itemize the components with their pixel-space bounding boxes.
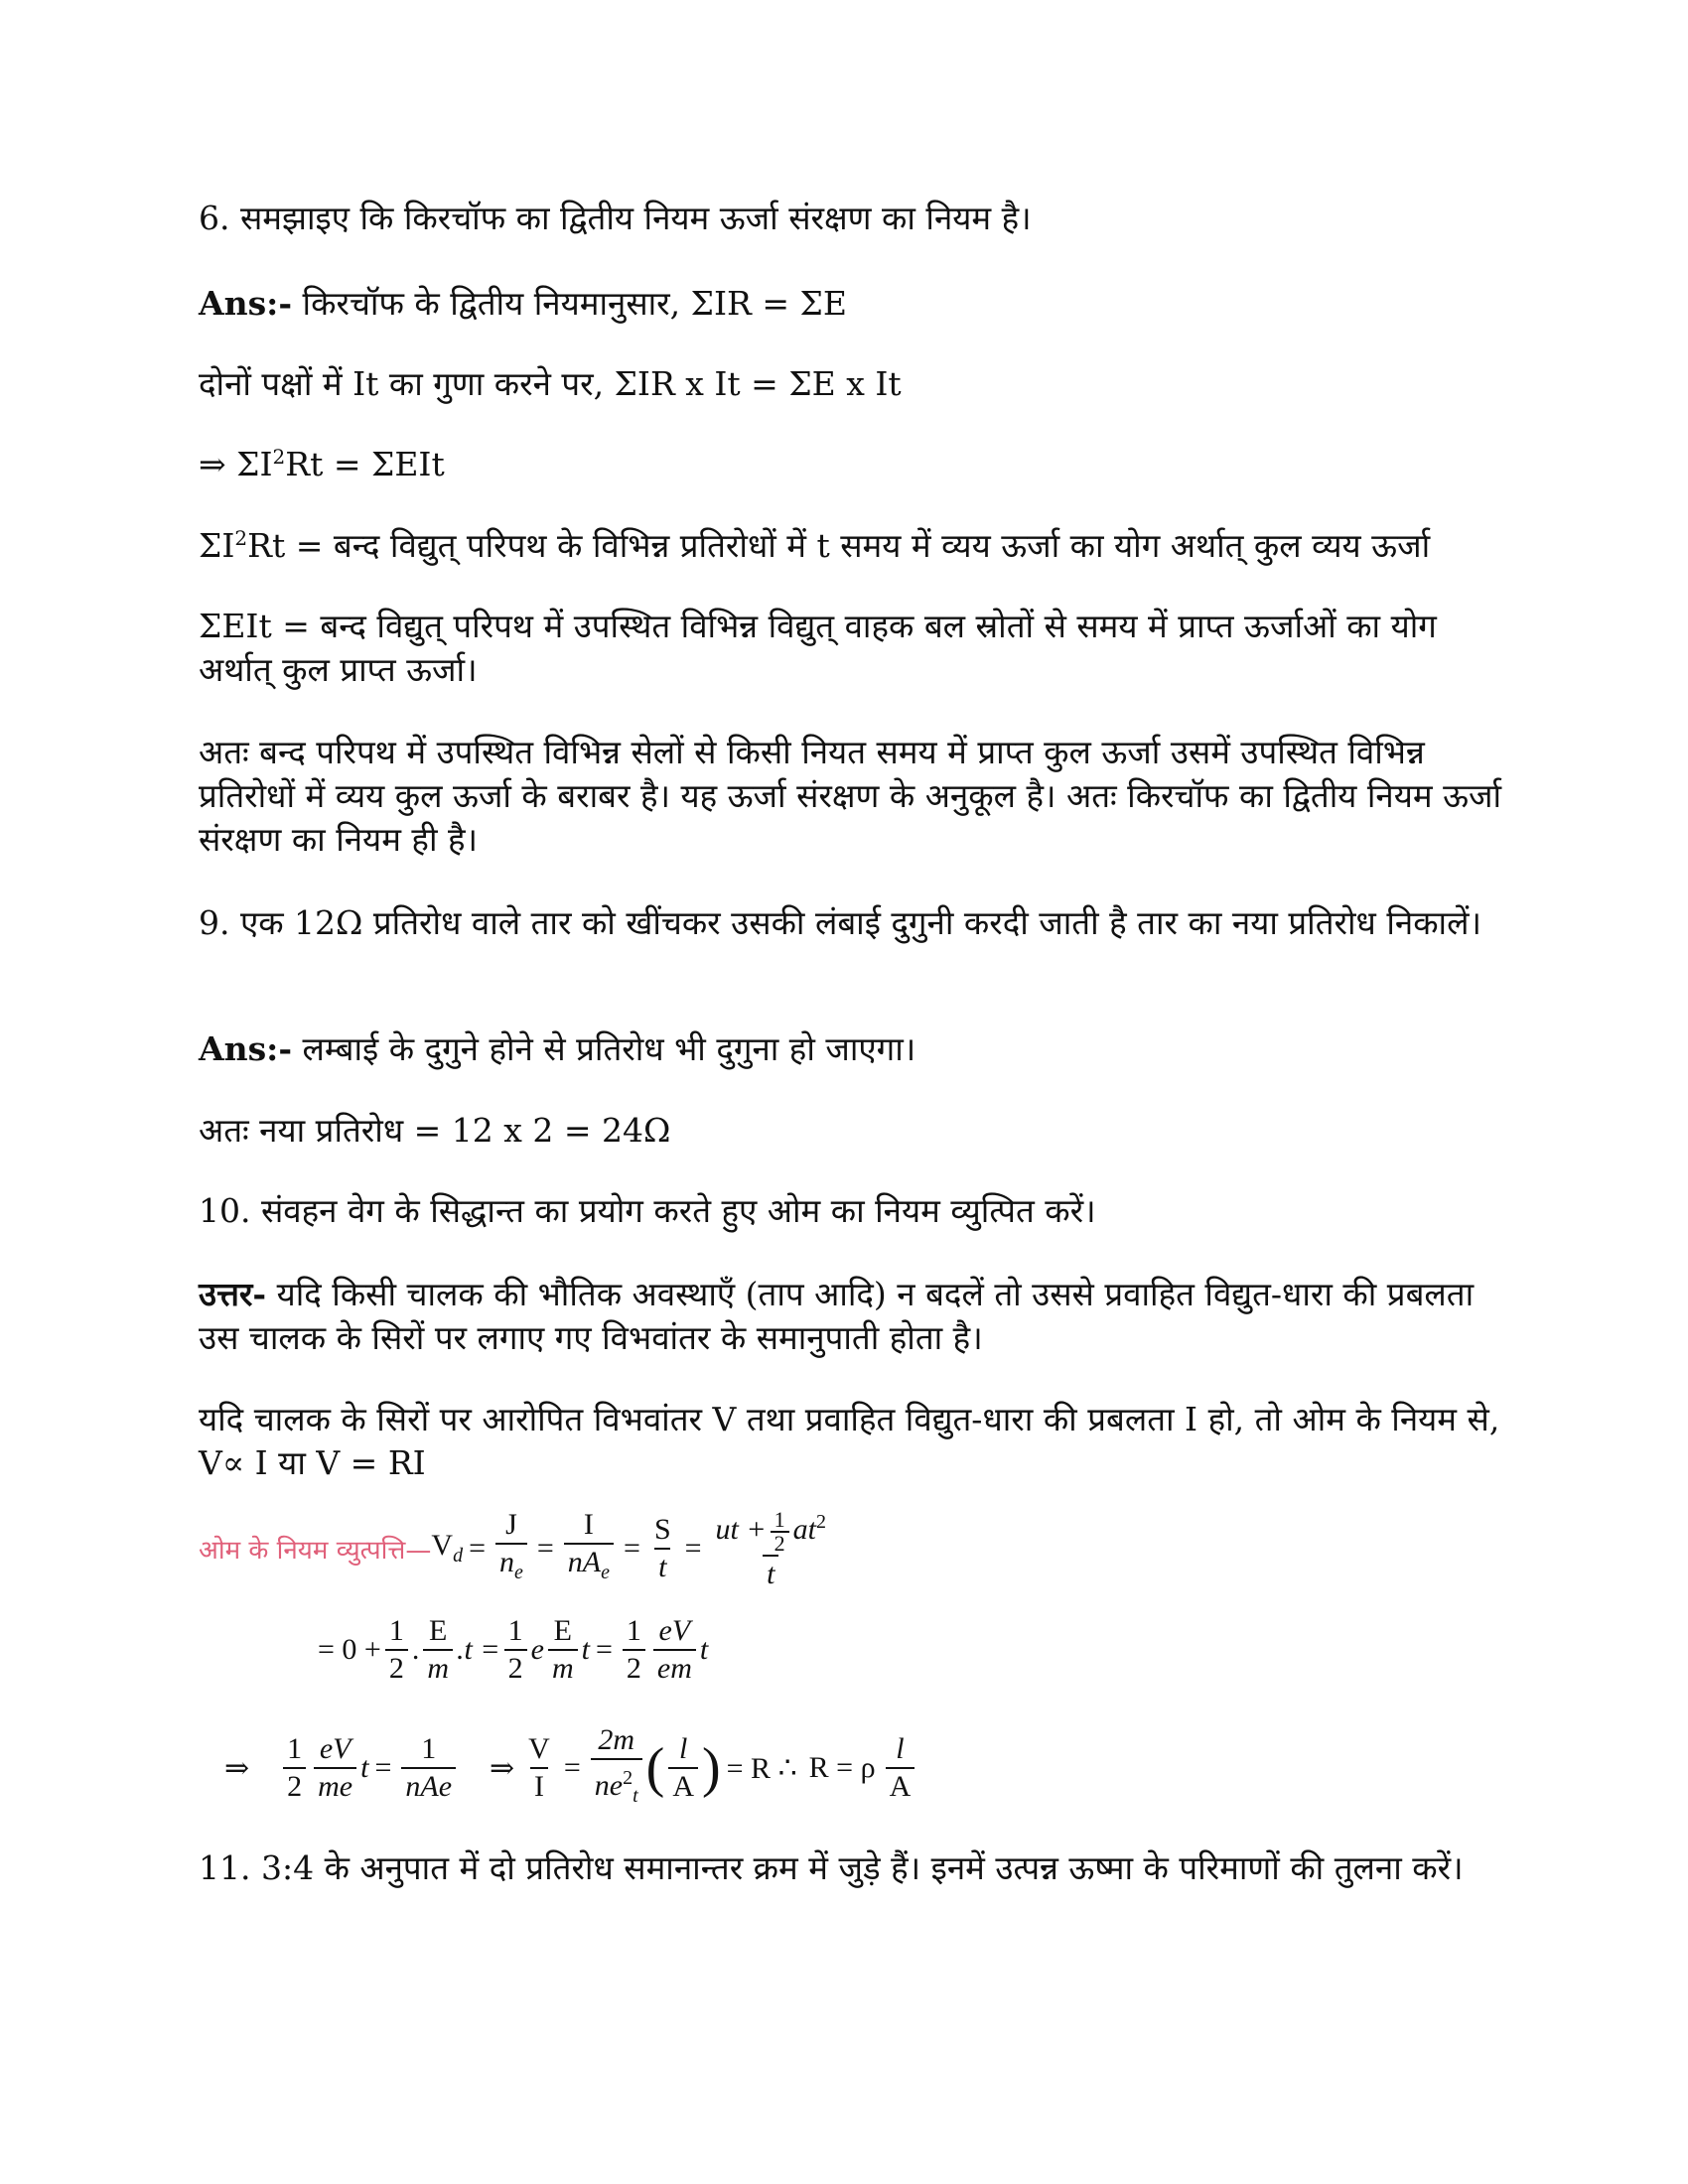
fraction-l-a: $\frac{l}{A}$ [886,1731,915,1805]
fraction-half: $\frac{1}{2}$ [385,1613,408,1687]
eq-part: R = ρ [808,1751,876,1784]
fraction-l-a: $\frac{l}{A}$ [668,1731,698,1805]
fraction-half: $\frac{1}{2}$ [504,1613,527,1687]
fraction-half: $\frac{1}{2}$ [623,1613,645,1687]
answer-label: उत्तर- [199,1275,267,1313]
fraction-v-i: $\frac{V}{I}$ [528,1732,550,1803]
fraction-j-ne: $\frac{J}{n_e}$ [495,1507,527,1590]
eq-part: = R ∴ [726,1751,797,1785]
equals-sign: = [469,1531,486,1565]
eq-part: t [699,1633,709,1666]
answer-label: Ans:- [199,284,293,323]
equals-sign: = [684,1531,702,1565]
question-10: 10. संवहन वेग के सिद्धान्त का प्रयोग करते हुए ओम का नियम व्युत्पित करें। [199,1191,1096,1230]
fraction-i-nae: $\frac{I}{nA_e}$ [564,1507,614,1590]
question-9: 9. एक 12Ω प्रतिरोध वाले तार को खींचकर उसकी लंबाई दुगुनी करदी जाती है तार का नया प्रतिरोध निकालें। [199,903,1481,942]
fraction-ev-me: $\frac{eV}{me}$ [314,1731,356,1805]
eq-part: ⇒ ΣI [199,445,273,483]
implies-symbol: ⇒ [490,1751,515,1785]
answer-6-text: किरचॉफ के द्वितीय नियमानुसार, ΣIR = ΣE [292,284,847,323]
eq-part: t [581,1633,590,1666]
answer-9-line-2: अतः नया प्रतिरोध = 12 x 2 = 24Ω [199,1111,671,1150]
superscript: 2 [234,526,248,550]
answer-10-text: यदि किसी चालक की भौतिक अवस्थाएँ (ताप आदि) न बदलें तो उससे प्रवाहित विद्युत-धारा की प्रबलता उस चालक के सिरों पर लगाए गए विभवांतर के समानुपाती होता है। [199,1275,1475,1357]
superscript: 2 [272,445,286,469]
answer-6-line-3 [199,443,1509,486]
derivation-heading: ओम के नियम व्युत्पत्ति— [199,1535,432,1566]
equals-sign: = [563,1751,581,1784]
fraction-displacement-t: ut + $\frac{1}{2}$ $at^2$ t [715,1507,826,1591]
eq-part: ΣI [199,526,235,565]
equals-sign: = [374,1751,392,1784]
fraction-one-nae: $\frac{1}{\text{nAe}}$ [401,1731,456,1805]
fraction-2m-ne2t: $\frac{2m}{ne^2_t}$ [591,1722,642,1814]
vd-symbol: $V_d$ [431,1529,464,1568]
eq-part: e [530,1633,544,1666]
implies-symbol: ⇒ [224,1751,250,1785]
answer-6-line-1 [199,282,1509,326]
eq-part: Rt = ΣEIt [285,445,445,483]
eq-part: .t = [457,1633,500,1666]
answer-9-text: लम्बाई के दुगुने होने से प्रतिरोध भी दुगुना हो जाएगा। [292,1029,916,1068]
fraction-e-m: $\frac{E}{m}$ [423,1613,453,1687]
derivation-row-2: = 0 + $\frac{1}{2}$ . $\frac{E}{m}$ .t = $\frac{1}{2}$ e $\frac{E}{m}$ t = $\frac{1}{2}$ $\frac{eV}{em}$ t [318,1614,709,1685]
answer-label: Ans:- [199,1029,293,1068]
eq-part: = 0 + [318,1633,381,1666]
question-6: 6. समझाइए कि किरचॉफ का द्वितीय नियम ऊर्जा संरक्षण का नियम है। [199,199,1032,237]
derivation-row-1 [199,1504,834,1592]
answer-10-line-2: यदि चालक के सिरों पर आरोपित विभवांतर V तथा प्रवाहित विद्युत-धारा की प्रबलता I हो, तो ओम के नियम से, V∝ I या V = RI [199,1400,1500,1482]
answer-9-line-1 [199,1027,1509,1071]
derivation-row-3: ⇒ $\frac{1}{2}$ $\frac{eV}{me}$ t = $\frac{1}{\text{nAe}}$ ⇒ $\frac{V}{I}$ = $\frac{2m}{ne^2_t}$ ( $\frac{l}{A}$ ) = R ∴ R = ρ $\frac{l}{A}$ [218,1722,918,1814]
eq-part: Rt = बन्द विद्युत् परिपथ के विभिन्न प्रतिरोधों में t समय में व्यय ऊर्जा का योग अर्थात् कुल व्यय ऊर्जा [247,526,1431,565]
eq-part: t [360,1751,369,1784]
equals-sign: = [536,1531,554,1565]
equals-sign: = [595,1633,613,1666]
question-11: 11. 3:4 के अनुपात में दो प्रतिरोध समानान्तर क्रम में जुड़े हैं। इनमें उत्पन्न ऊष्मा के परिमाणों की तुलना करें। [199,1848,1464,1887]
fraction-e-m: $\frac{E}{m}$ [548,1613,578,1687]
answer-6-line-5: ΣEIt = बन्द विद्युत् परिपथ में उपस्थित विभिन्न विद्युत् वाहक बल स्रोतों से समय में प्राप्त ऊर्जाओं का योग अर्थात् कुल प्राप्त ऊर्जा। [199,607,1437,689]
answer-6-line-6: अतः बन्द परिपथ में उपस्थित विभिन्न सेलों से किसी नियत समय में प्राप्त कुल ऊर्जा उसमें उपस्थित विभिन्न प्रतिरोधों में व्यय कुल ऊर्जा के बराबर है। यह ऊर्जा संरक्षण के अनुकूल है। अतः किरचॉफ का द्वितीय नियम ऊर्जा संरक्षण का नियम ही है। [199,733,1502,859]
answer-10-line-1 [199,1273,1509,1360]
fraction-ev-em: $\frac{eV}{em}$ [653,1613,696,1687]
ohm-law-derivation [199,1494,1092,1822]
answer-6-line-2: दोनों पक्षों में It का गुणा करने पर, ΣIR x It = ΣE x It [199,364,902,403]
equals-sign: = [624,1531,640,1565]
fraction-half: $\frac{1}{2}$ [283,1731,306,1805]
fraction-s-t: $\frac{S}{t}$ [653,1512,671,1583]
answer-6-line-4 [199,524,1509,568]
